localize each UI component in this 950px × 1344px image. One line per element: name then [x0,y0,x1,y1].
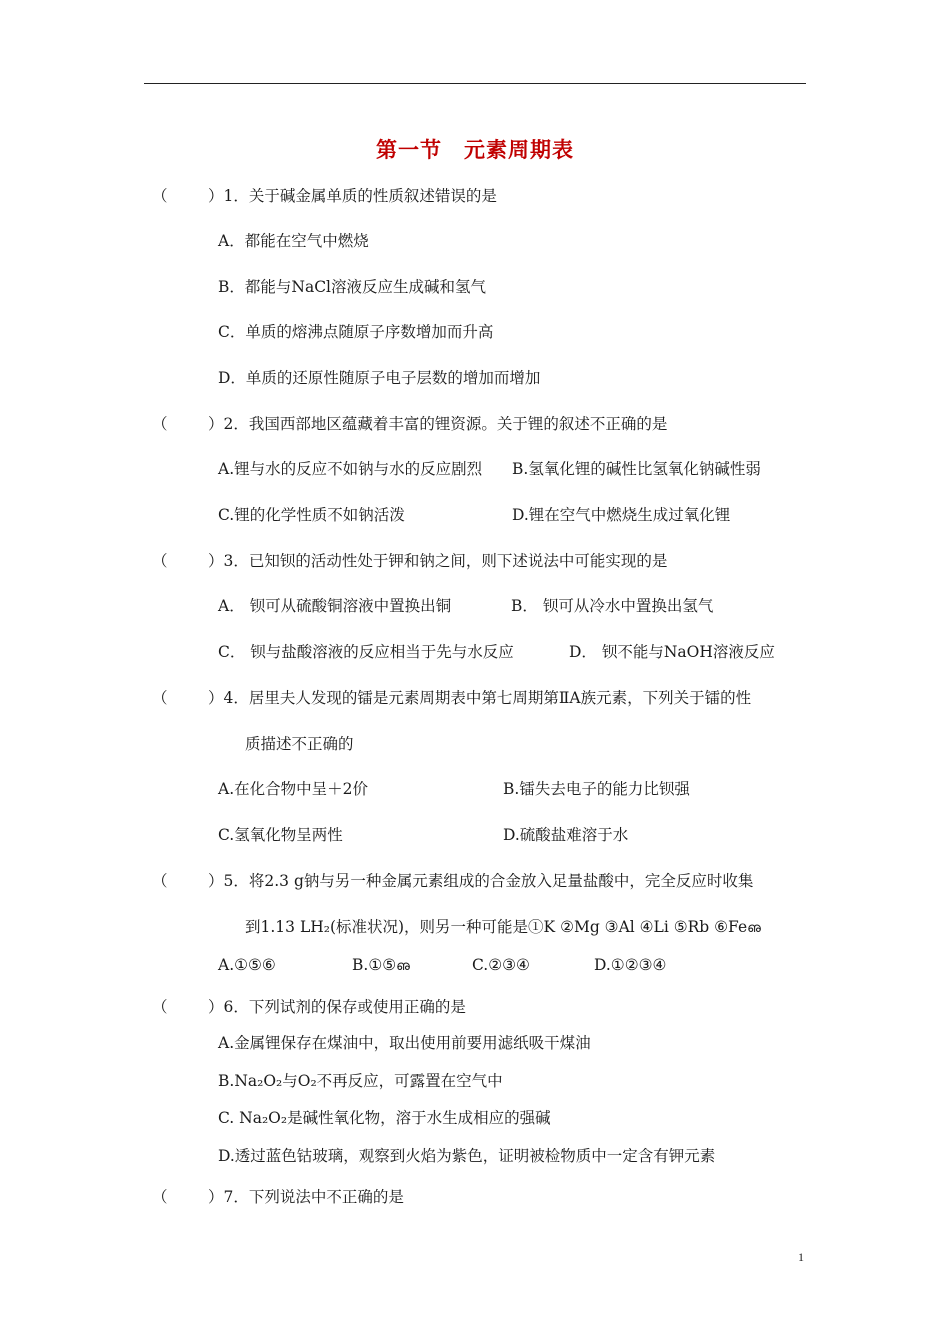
q1-option-a: A．都能在空气中燃烧 [218,232,369,250]
q1-option-c: C．单质的熔沸点随原子序数增加而升高 [218,323,494,341]
q4-option-a: A.在化合物中呈＋2价 [218,780,368,798]
q2-option-d: D.锂在空气中燃烧生成过氧化锂 [512,506,731,524]
q2-option-a: A.锂与水的反应不如钠与水的反应剧烈 [218,460,483,478]
q1-option-d: D．单质的还原性随原子电子层数的增加而增加 [218,369,541,387]
q4-option-c: C.氢氧化物呈两性 [218,826,343,844]
page-title: 第一节 元素周期表 [376,138,574,162]
question-2: （ ）2．我国西部地区蕴藏着丰富的锂资源。关于锂的叙述不正确的是 [152,415,668,433]
q4-stem-continued: 质描述不正确的 [245,735,354,753]
q6-option-c: C. Na₂O₂是碱性氧化物，溶于水生成相应的强碱 [218,1109,551,1127]
question-6: （ ）6．下列试剂的保存或使用正确的是 [152,998,466,1016]
header-rule [144,83,806,84]
question-3: （ ）3．已知钡的活动性处于钾和钠之间，则下述说法中可能实现的是 [152,552,668,570]
q5-stem-continued: 到1.13 LH₂(标准状况)，则另一种可能是①K ②Mg ③Al ④Li ⑤Rb ⑥Feഌ [245,918,761,936]
q3-option-a: A． 钡可从硫酸铜溶液中置换出铜 [218,597,452,615]
page-number: 1 [798,1250,804,1264]
q5-option-d: D.①②③④ [594,956,667,974]
q6-option-b: B.Na₂O₂与O₂不再反应，可露置在空气中 [218,1072,503,1090]
q3-option-d: D． 钡不能与NaOH溶液反应 [569,643,775,661]
question-5: （ ）5．将2.3 g钠与另一种金属元素组成的合金放入足量盐酸中，完全反应时收集 [152,872,754,890]
q2-option-c: C.锂的化学性质不如钠活泼 [218,506,405,524]
q1-option-b: B．都能与NaCl溶液反应生成碱和氢气 [218,278,487,296]
question-1: （ ）1．关于碱金属单质的性质叙述错误的是 [152,187,497,205]
question-4: （ ）4．居里夫人发现的镭是元素周期表中第七周期第ⅡA族元素，下列关于镭的性 [152,689,752,707]
scribble-mark-icon: ഌ [396,959,410,974]
q3-option-c: C． 钡与盐酸溶液的反应相当于先与水反应 [218,643,514,661]
q5-option-a: A.①⑤⑥ [218,956,276,974]
scribble-mark-icon: ഌ [747,921,761,936]
q5-option-c: C.②③④ [472,956,530,974]
q2-option-b: B.氢氧化锂的碱性比氢氧化钠碱性弱 [512,460,761,478]
q3-option-b: B． 钡可从冷水中置换出氢气 [511,597,714,615]
q4-option-b: B.镭失去电子的能力比钡强 [503,780,690,798]
q6-option-a: A.金属锂保存在煤油中，取出使用前要用滤纸吸干煤油 [218,1034,591,1052]
q4-option-d: D.硫酸盐难溶于水 [503,826,629,844]
question-7: （ ）7．下列说法中不正确的是 [152,1188,404,1206]
q5-option-b: B.①⑤ഌ [352,956,410,974]
q6-option-d: D.透过蓝色钴玻璃，观察到火焰为紫色，证明被检物质中一定含有钾元素 [218,1147,716,1165]
